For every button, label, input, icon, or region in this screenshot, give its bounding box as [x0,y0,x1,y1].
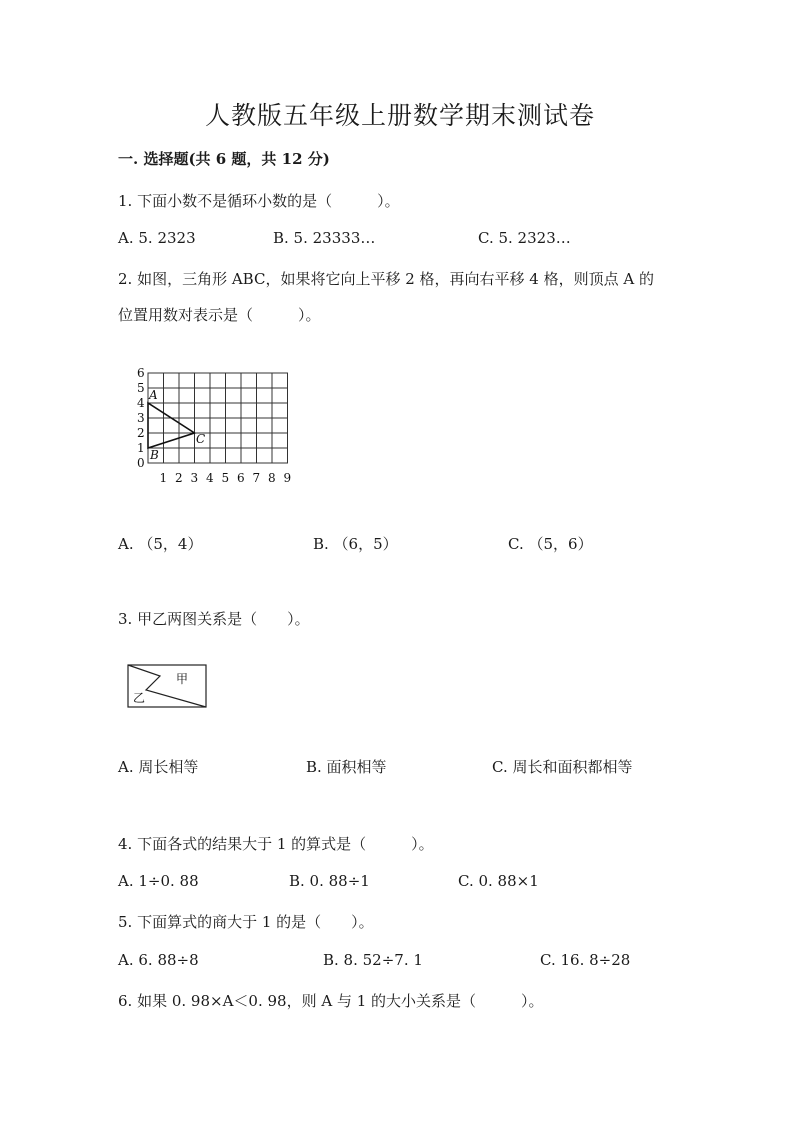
x-tick-8: 8 [268,471,276,485]
question-2-option-b: B. （6，5） [313,535,398,553]
question-3-option-a: A. 周长相等 [118,758,199,776]
question-3-option-b: B. 面积相等 [306,758,387,776]
y-tick-3: 3 [137,411,145,425]
label-yi: 乙 [133,691,146,705]
question-3-option-c: C. 周长和面积都相等 [492,758,633,776]
label-jia: 甲 [176,672,189,686]
triangle-abc [148,403,195,448]
vertex-label-b: B [150,448,159,462]
x-tick-6: 6 [237,471,245,485]
page-title: 人教版五年级上册数学期末测试卷 [204,101,595,130]
x-tick-7: 7 [252,471,261,485]
question-5-option-a: A. 6. 88÷8 [118,951,199,969]
question-2-option-c: C. （5，6） [508,535,593,553]
question-5-option-b: B. 8. 52÷7. 1 [323,951,423,969]
question-3-rectangle-figure [126,662,210,710]
question-1-option-a: A. 5. 2323 [118,229,196,247]
question-4-option-a: A. 1÷0. 88 [118,872,199,890]
question-2-option-a: A. （5，4） [118,535,203,553]
question-1-option-c: C. 5. 2323… [478,229,571,247]
y-tick-6: 6 [137,366,145,380]
question-2-text-line2: 位置用数对表示是（ ）。 [118,306,321,324]
question-4-option-c: C. 0. 88×1 [458,872,539,890]
vertex-label-a: A [149,388,158,402]
y-tick-0: 0 [137,456,145,470]
question-6-text: 6. 如果 0. 98×A＜0. 98，则 A 与 1 的大小关系是（ ）。 [118,992,544,1010]
section-heading: 一. 选择题(共 6 题，共 12 分) [118,150,330,168]
x-tick-4: 4 [206,471,214,485]
vertex-label-c: C [196,432,206,446]
question-4-option-b: B. 0. 88÷1 [289,872,370,890]
question-5-text: 5. 下面算式的商大于 1 的是（ ）。 [118,913,374,931]
y-tick-4: 4 [137,396,145,410]
y-tick-5: 5 [137,381,145,395]
x-tick-3: 3 [190,471,199,485]
question-2-text-line1: 2. 如图，三角形 ABC，如果将它向上平移 2 格，再向右平移 4 格，则顶点 A 的 [118,270,654,288]
question-2-grid-figure [120,358,310,488]
y-tick-2: 2 [137,426,145,440]
x-tick-1: 1 [159,471,168,485]
x-tick-9: 9 [283,471,292,485]
y-tick-1: 1 [137,441,145,455]
question-1-text: 1. 下面小数不是循环小数的是（ ）。 [118,192,400,210]
x-tick-5: 5 [221,471,230,485]
question-1-option-b: B. 5. 23333… [273,229,376,247]
x-tick-2: 2 [175,471,183,485]
question-4-text: 4. 下面各式的结果大于 1 的算式是（ ）。 [118,835,434,853]
question-5-option-c: C. 16. 8÷28 [540,951,631,969]
question-3-text: 3. 甲乙两图关系是（ ）。 [118,610,310,628]
